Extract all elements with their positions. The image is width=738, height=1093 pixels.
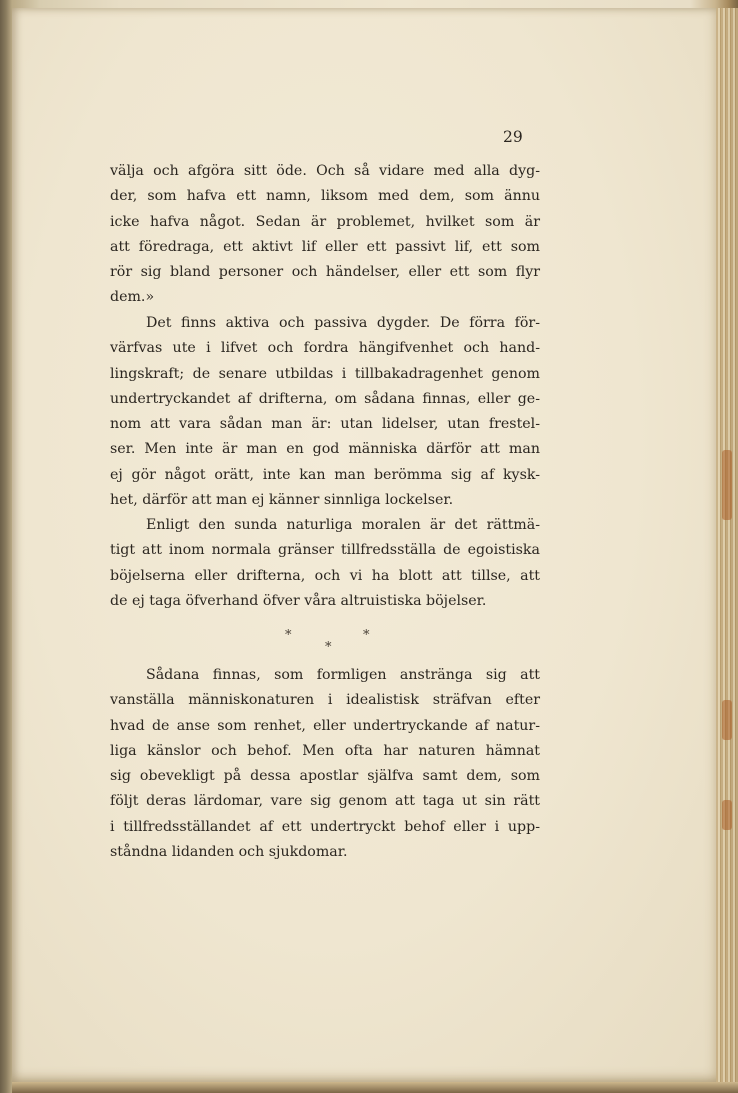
asterisk: * [363, 628, 370, 643]
asterisk: * [285, 628, 292, 643]
paragraph-2 [110, 311, 540, 513]
text-line: Enligt den sunda naturliga moralen är det rättmä- [146, 517, 540, 533]
text-line: liga känslor och behof. Men ofta har naturen hämnat [110, 742, 540, 759]
bottom-edge [12, 1082, 738, 1093]
text-line: ståndna lidanden och sjukdomar. [110, 844, 348, 861]
paragraph-4 [110, 663, 540, 865]
text-line: hvad de anse som renhet, eller undertryckande af natur- [110, 717, 540, 734]
text-line: följt deras lärdomar, vare sig genom att taga ut sin rätt [110, 793, 540, 810]
page-number: 29 [503, 128, 523, 146]
page-edges [716, 8, 738, 1082]
text-line: ej gör något orätt, inte kan man berömma sig af kysk- [110, 466, 540, 483]
text-line: der, som hafva ett namn, liksom med dem, som ännu [110, 188, 540, 205]
text-line: ser. Men inte är man en god människa därför att man [110, 441, 540, 458]
text-line: sig obevekligt på dessa apostlar själfva samt dem, som [110, 768, 540, 785]
text-line: icke hafva något. Sedan är problemet, hvilket som är [110, 213, 540, 230]
text-line: välja och afgöra sitt öde. Och så vidare med alla dyg- [110, 163, 540, 179]
text-line: vanställa människonaturen i idealistisk sträfvan efter [110, 692, 540, 709]
text-line: Det finns aktiva och passiva dygder. De förra för- [146, 315, 540, 331]
text-line: nom att vara sådan man är: utan lidelser, utan frestel- [110, 416, 540, 433]
text-line: tigt att inom normala gränser tillfredsställa de egoistiska [110, 542, 540, 559]
edge-stain [722, 800, 732, 830]
text-line: böjelserna eller drifterna, och vi ha blott att tillse, att [110, 567, 540, 584]
text-line: värfvas ute i lifvet och fordra hängifvenhet och hand- [110, 340, 540, 357]
text-line: het, därför att man ej känner sinnliga lockelser. [110, 492, 454, 509]
text-line: lingskraft; de senare utbildas i tillbakadragenhet genom [110, 365, 540, 382]
text-line: undertryckandet af drifterna, om sådana finnas, eller ge- [110, 390, 540, 407]
edge-stain [722, 450, 732, 520]
text-line: rör sig bland personer och händelser, eller ett som flyr [110, 264, 540, 281]
asterisk: * [325, 640, 332, 655]
edge-stain [722, 700, 732, 740]
paragraph-3 [110, 513, 540, 614]
text-line: de ej taga öfverhand öfver våra altruistiska böjelser. [110, 592, 487, 609]
text-line: Sådana finnas, som formligen anstränga sig att [146, 667, 540, 683]
section-separator [270, 628, 390, 658]
paragraph-1 [110, 159, 540, 311]
text-line: i tillfredsställandet af ett undertryckt behof eller i upp- [110, 818, 540, 835]
text-line: dem.» [110, 289, 155, 306]
text-line: att föredraga, ett aktivt lif eller ett passivt lif, ett som [110, 238, 540, 255]
